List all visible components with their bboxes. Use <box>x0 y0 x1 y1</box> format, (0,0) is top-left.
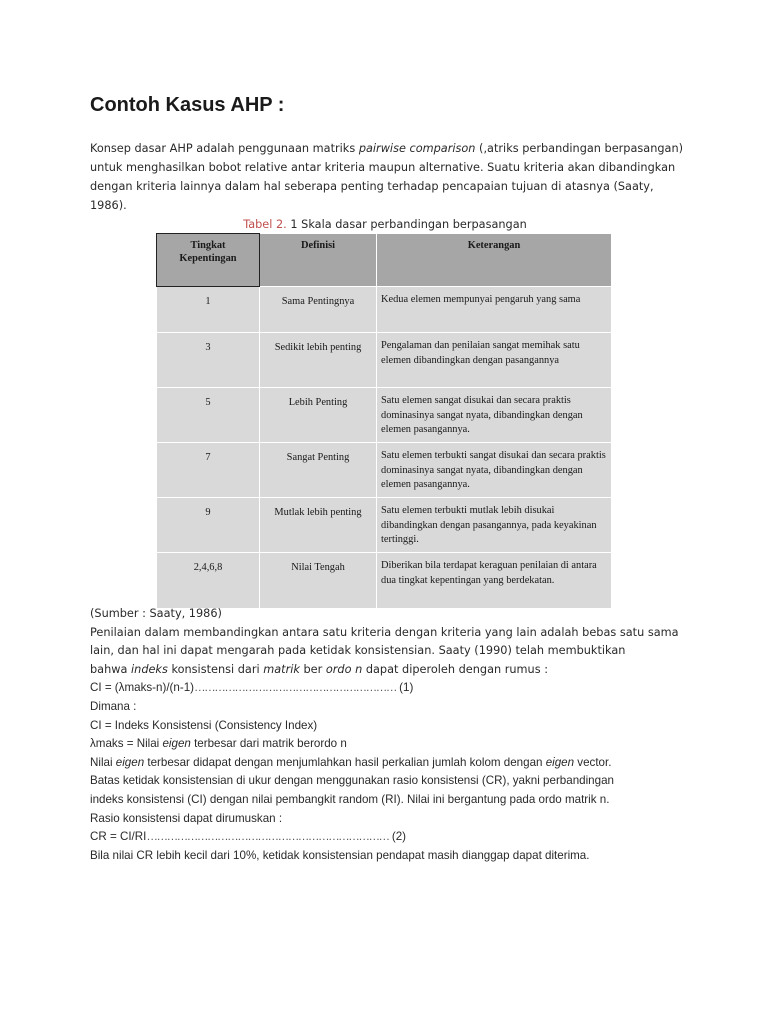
intro-line: 1986). <box>90 199 127 212</box>
ci-formula-line <box>90 679 690 698</box>
table-row <box>157 287 612 333</box>
text-emphasis: eigen <box>162 737 191 751</box>
cell-definisi: Mutlak lebih penting <box>260 498 377 553</box>
table-row <box>157 553 612 609</box>
text-emphasis: eigen <box>545 755 575 769</box>
cell-tingkat: 3 <box>157 333 260 388</box>
cell-keterangan: Diberikan bila terdapat keraguan penilaian di antara dua tingkat kepentingan yang berdekatan. <box>377 553 612 609</box>
cell-definisi: Nilai Tengah <box>260 553 377 609</box>
intro-line <box>90 139 684 158</box>
text-run: bahwa <box>90 662 132 676</box>
cr-formula-line <box>90 828 690 847</box>
text-emphasis: pairwise comparison <box>358 142 476 155</box>
body-line: indeks konsistensi (CI) dengan nilai pembangkit random (RI). Nilai ini bergantung pada ordo matrik n. <box>90 792 610 806</box>
header-keterangan: Keterangan <box>377 234 612 287</box>
ci-formula: CI = (λmaks-n)/(n-1) <box>90 681 195 695</box>
body-line: Dimana : <box>90 699 137 713</box>
body-line: Bila nilai CR lebih kecil dari 10%, ketidak konsistensian pendapat masih dianggap dapat diterima. <box>90 848 590 862</box>
text-emphasis: matrik <box>263 662 300 676</box>
text-emphasis: eigen <box>115 755 145 769</box>
text-run: terbesar dari matrik berordo n <box>190 737 347 751</box>
cell-tingkat: 7 <box>157 443 260 498</box>
text-emphasis: ordo n <box>325 662 363 676</box>
text-run: Konsep dasar AHP adalah penggunaan matriks <box>90 142 359 155</box>
table-row <box>157 388 612 443</box>
body-line: Rasio konsistensi dapat dirumuskan : <box>90 811 283 825</box>
leader-dots: …………………………………………………… <box>194 681 396 695</box>
body-line: lain, dan hal ini dapat mengarah pada ketidak konsistensian. Saaty (1990) telah membuktikan <box>90 644 626 658</box>
caption-text: 1 Skala dasar perbandingan berpasangan <box>286 218 527 231</box>
text-run: konsistensi dari <box>167 662 264 676</box>
text-run: (,atriks perbandingan berpasangan) <box>475 142 684 155</box>
equation-number: (2) <box>388 830 407 844</box>
intro-line: untuk menghasilkan bobot relative antar kriteria maupun alternative. Suatu kriteria akan dibandingkan <box>90 161 676 174</box>
text-run: vector. <box>574 755 612 769</box>
text-emphasis: indeks <box>131 662 168 676</box>
header-definisi: Definisi <box>260 234 377 287</box>
cell-tingkat: 5 <box>157 388 260 443</box>
table-caption <box>90 218 680 231</box>
cell-keterangan: Satu elemen terbukti sangat disukai dan secara praktis dominasinya sangat nyata, dibandingkan dengan elemen pasangannya. <box>377 443 612 498</box>
intro-line: dengan kriteria lainnya dalam hal seberapa penting terhadap pencapaian tujuan di atasnya (Saaty, <box>90 180 654 193</box>
table-row <box>157 443 612 498</box>
equation-number: (1) <box>395 681 414 695</box>
text-run: ber <box>299 662 326 676</box>
cell-tingkat: 2,4,6,8 <box>157 553 260 609</box>
caption-label: Tabel 2. <box>243 218 287 231</box>
cr-formula: CR = CI/RI <box>90 830 147 844</box>
scale-table <box>156 233 612 609</box>
page-title: Contoh Kasus AHP : <box>90 94 285 116</box>
text-run: Nilai <box>90 755 116 769</box>
cell-definisi: Sama Pentingnya <box>260 287 377 333</box>
cell-tingkat: 1 <box>157 287 260 333</box>
body-line: CI = Indeks Konsistensi (Consistency Index) <box>90 718 318 732</box>
table-row <box>157 498 612 553</box>
cell-keterangan: Satu elemen sangat disukai dan secara praktis dominasinya sangat nyata, dibandingkan dengan elemen pasangannya. <box>377 388 612 443</box>
body-line: Batas ketidak konsistensian di ukur dengan menggunakan rasio konsistensi (CR), yakni perbandingan <box>90 774 614 788</box>
text-run: terbesar didapat dengan menjumlahkan hasil perkalian jumlah kolom dengan <box>144 755 546 769</box>
body-line <box>90 735 690 754</box>
header-tingkat: Tingkat Kepentingan <box>157 234 260 287</box>
body-line: Penilaian dalam membandingkan antara satu kriteria dengan kriteria yang lain adalah bebas satu sama <box>90 625 679 639</box>
body-text <box>90 605 690 865</box>
cell-definisi: Sedikit lebih penting <box>260 333 377 388</box>
text-run: dapat diperoleh dengan rumus : <box>362 662 549 676</box>
intro-paragraph <box>90 139 684 215</box>
cell-keterangan: Satu elemen terbukti mutlak lebih disukai dibandingkan dengan pasangannya, pada keyakinan tertinggi. <box>377 498 612 553</box>
cell-definisi: Sangat Penting <box>260 443 377 498</box>
body-line <box>90 661 690 680</box>
text-run: λmaks = Nilai <box>90 737 163 751</box>
body-line <box>90 754 690 773</box>
cell-keterangan: Pengalaman dan penilaian sangat memihak satu elemen dibandingkan dengan pasangannya <box>377 333 612 388</box>
source-note: (Sumber : Saaty, 1986) <box>90 607 222 620</box>
cell-tingkat: 9 <box>157 498 260 553</box>
cell-definisi: Lebih Penting <box>260 388 377 443</box>
cell-keterangan: Kedua elemen mempunyai pengaruh yang sama <box>377 287 612 333</box>
leader-dots: ……………………………………………………………… <box>146 830 389 844</box>
table-row <box>157 333 612 388</box>
